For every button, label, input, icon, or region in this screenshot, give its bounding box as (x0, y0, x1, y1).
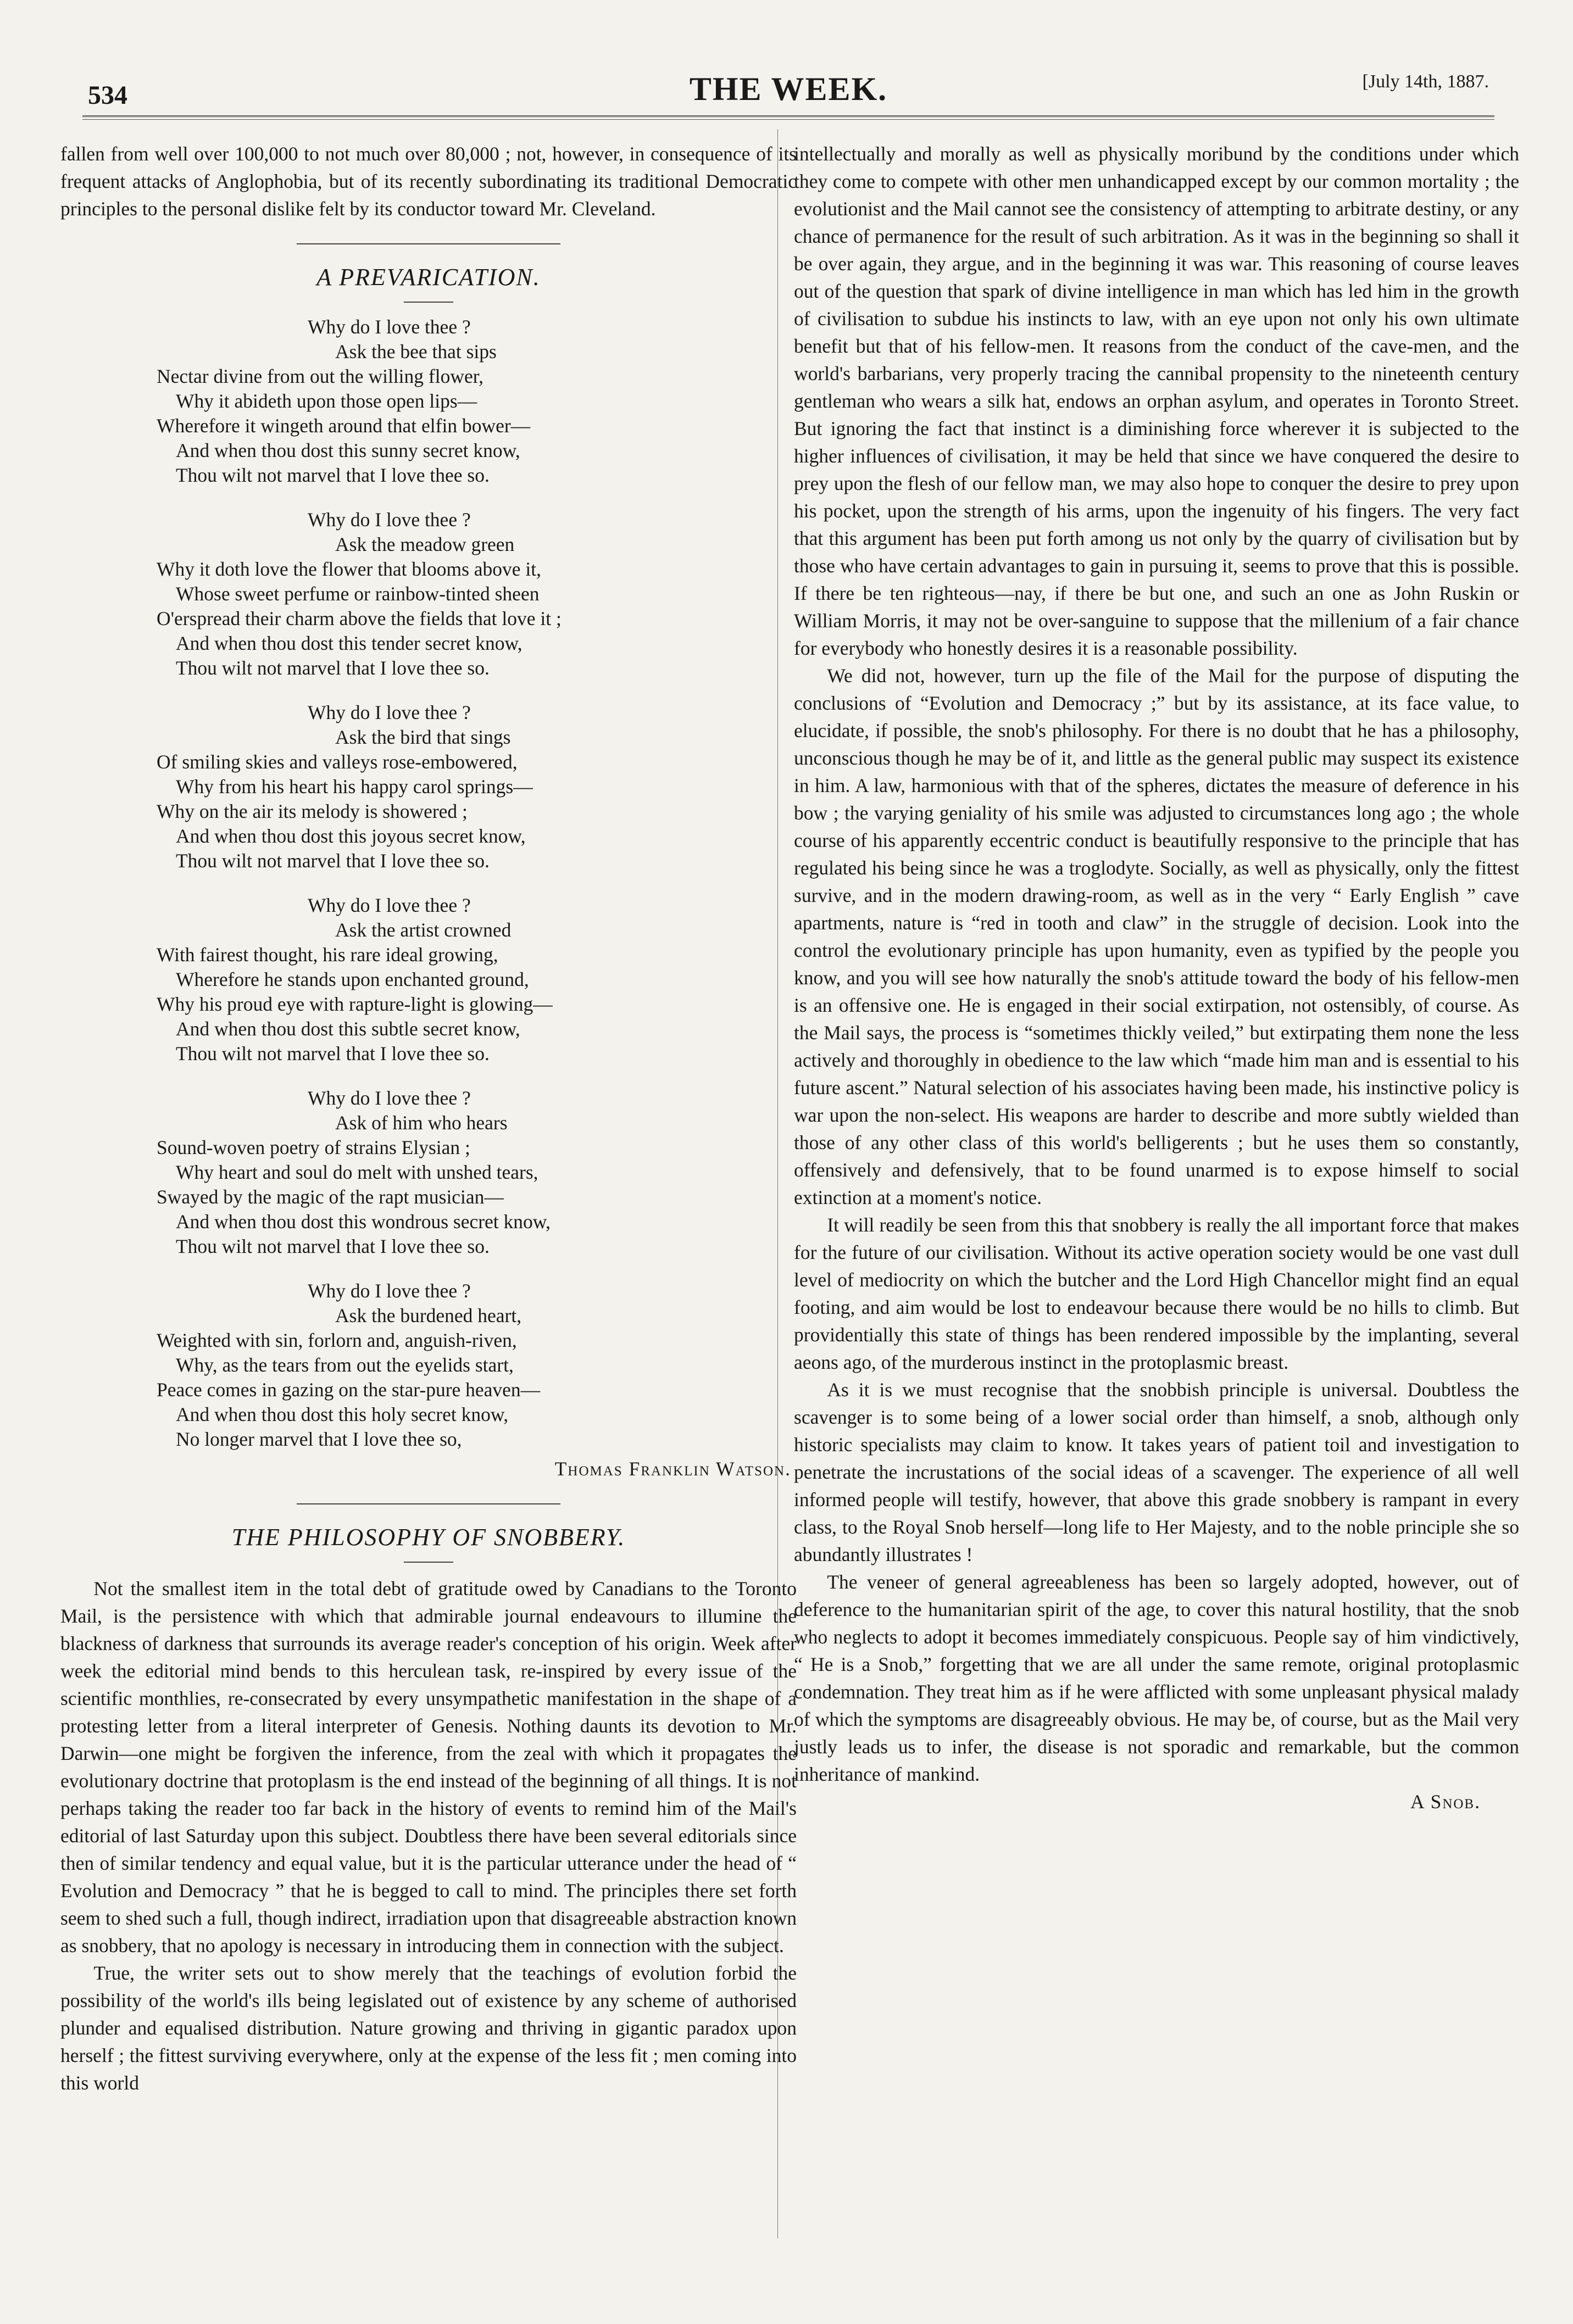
poem-line: O'erspread their charm above the fields that love it ; (157, 608, 562, 629)
poem-line: Why do I love thee ? (308, 509, 471, 531)
poem-line: Thou wilt not marvel that I love thee so. (176, 464, 490, 486)
poem-line: Why do I love thee ? (308, 1087, 471, 1109)
title-underline (404, 302, 453, 303)
poem-stanza (60, 893, 797, 1066)
poem-line: Why from his heart his happy carol springs— (176, 776, 533, 798)
section-divider (297, 243, 560, 244)
poem-line: Swayed by the magic of the rapt musician— (157, 1186, 504, 1208)
essay-paragraph: intellectually and morally as well as physically moribund by the conditions under which they come to compete with other men unhandicapped except by our common mortality ; the evolutionist and the Mail cannot see the consistency of attempting to arbitrate destiny, or any chance of permanence for the result of such arbitration. As it was in the beginning so shall it be over again, they argue, and in the beginning it was war. This reasoning of course leaves out of the question that spark of divine intelligence in man which has led him in the growth of civilisation to subdue his instincts to law, with an eye upon not only his own ultimate benefit but that of his fellow-men. It reasons from the conduct of the cave-men, and the world's barbarians, very properly tracing the cannibal propensity to the nineteenth century gentleman who wears a silk hat, endows an orphan asylum, and operates in Toronto Street. But ignoring the fact that instinct is a diminishing force wherever it is subjected to the higher influences of civilisation, it may be held that since we have conquered the desire to prey upon the flesh of our fellow man, we may also hope to conquer the desire to prey upon his pocket, upon the strength of his arms, upon the ingenuity of his fingers. The very fact that this argument has been put forth among us not only by the quarry of civilisation but by those who have certain advantages to gain in pursuing it, seems to prove that this is possible. If there be ten righteous—nay, if there be but one, and such an one as John Ruskin or William Morris, it may not be over-sanguine to suppose that the millenium of a fair chance for everybody who honestly desires it is a reasonable possibility. (794, 143, 1519, 659)
poem-stanza (60, 315, 797, 488)
left-column (60, 140, 797, 2097)
poem-line: Wherefore it wingeth around that elfin bower— (157, 415, 531, 437)
poem-line: And when thou dost this sunny secret know, (176, 439, 520, 461)
poem-line: And when thou dost this tender secret know, (176, 632, 523, 654)
poem-line: Why do I love thee ? (308, 316, 471, 338)
poem-line: And when thou dost this wondrous secret know, (176, 1211, 551, 1233)
poem-line: Ask the artist crowned (335, 919, 512, 941)
poem-title: A PREVARICATION. (316, 264, 541, 291)
poem-line: Ask the bee that sips (335, 341, 497, 363)
poem-line: Why his proud eye with rapture-light is glowing— (157, 993, 553, 1015)
poem-author: Thomas Franklin Watson. (554, 1458, 791, 1480)
poem-line: Why it abideth upon those open lips— (176, 390, 477, 412)
intro-paragraph: fallen from well over 100,000 to not much over 80,000 ; not, however, in consequence of its frequent attacks of Anglophobia, but of its recently subordinating its traditional Democratic principles to the personal dislike felt by its conductor toward Mr. Cleveland. (60, 143, 797, 220)
masthead-title: THE WEEK. (689, 71, 888, 107)
poem-line: Peace comes in gazing on the star-pure heaven— (157, 1379, 541, 1401)
poem-line: Thou wilt not marvel that I love thee so. (176, 1235, 490, 1257)
poem-body (60, 315, 797, 1452)
section-divider (297, 1503, 560, 1504)
poem-line: Whose sweet perfume or rainbow-tinted sheen (176, 583, 540, 605)
poem-line: Weighted with sin, forlorn and, anguish-riven, (157, 1329, 517, 1351)
page-header (82, 65, 1494, 109)
poem-line: Why do I love thee ? (308, 1280, 471, 1302)
poem-line: Ask of him who hears (335, 1112, 508, 1134)
poem-line: Why it doth love the flower that blooms above it, (157, 558, 541, 580)
poem-stanza (60, 1279, 797, 1452)
poem-stanza (60, 508, 797, 681)
poem-line: Why on the air its melody is showered ; (157, 800, 468, 822)
poem-line: Why heart and soul do melt with unshed tears, (176, 1161, 538, 1183)
poem-line: Nectar divine from out the willing flower, (157, 365, 484, 387)
poem-line: Ask the meadow green (335, 533, 515, 555)
essay-paragraph: The veneer of general agreeableness has been so largely adopted, however, out of deference to the humanitarian spirit of the age, to cover this natural hostility, that the snob who neglects to adopt it becomes immediately conspicuous. People say of him vindictively, “ He is a Snob,” forgetting that we are all under the same remote, original protoplasmic condemnation. They treat him as if he were afflicted with some unpleasant physical malady of which the symptoms are disagreeably obvious. He may be, of course, but as the Mail very justly leads us to infer, the disease is not sporadic and remarkable, but the common inheritance of mankind. (794, 1571, 1519, 1785)
poem-line: With fairest thought, his rare ideal growing, (157, 944, 498, 966)
poem-line: Thou wilt not marvel that I love thee so. (176, 850, 490, 872)
poem-line: Ask the burdened heart, (335, 1305, 522, 1327)
right-column (794, 140, 1519, 1815)
essay-paragraph: Not the smallest item in the total debt of gratitude owed by Canadians to the Toronto Mail, is the persistence with which that admirable journal endeavours to illumine the blackness of darkness that surrounds its average reader's conception of his origin. Week after week the editorial mind bends to this herculean task, re-inspired by every issue of the scientific monthlies, re-consecrated by every unsympathetic manifestation in the shape of a protesting letter from a literal interpreter of Genesis. Nothing daunts its devotion to Mr. Darwin—one might be forgiven the inference, from the zeal with which it propagates the evolutionary doctrine that protoplasm is the end instead of the beginning of all things. It is not perhaps taking the reader too far back in the history of events to remind him of the Mail's editorial of last Saturday upon this subject. Doubtless there have been several editorials since then of similar tendency and equal value, but it is the particular utterance under the head of “ Evolution and Democracy ” that he is begged to call to mind. The principles there set forth seem to shed such a full, though indirect, irradiation upon that disagreeable abstraction known as snobbery, that no apology is necessary in introducing them in connection with the subject. (60, 1578, 797, 1957)
title-underline (404, 1562, 453, 1563)
essay-paragraph: As it is we must recognise that the snobbish principle is universal. Doubtless the scavenger is to some being of a lower social order than himself, a snob, although only historic specialists may claim to know. It takes years of patient toil and investigation to penetrate the incrustations of the social ideas of a scavenger. The experience of all well informed people will testify, however, that above this grade snobbery is rampant in every class, to the Royal Snob herself—long life to Her Majesty, and to the noble principle she so abundantly illustrates ! (794, 1379, 1519, 1565)
poem-stanza (60, 1086, 797, 1259)
poem-line: Why do I love thee ? (308, 894, 471, 916)
page-number: 534 (88, 81, 127, 110)
poem-line: And when thou dost this subtle secret know, (176, 1018, 520, 1040)
poem-line: Wherefore he stands upon enchanted ground, (176, 968, 529, 990)
essay-signature: A Snob. (1410, 1791, 1481, 1813)
essay-title: THE PHILOSOPHY OF SNOBBERY. (231, 1524, 626, 1551)
poem-line: Why do I love thee ? (308, 701, 471, 723)
poem-line: And when thou dost this joyous secret know, (176, 825, 526, 847)
header-rule (82, 115, 1494, 120)
poem-stanza (60, 700, 797, 873)
poem-line: Thou wilt not marvel that I love thee so. (176, 1043, 490, 1065)
poem-line: Sound-woven poetry of strains Elysian ; (157, 1136, 470, 1158)
essay-paragraph: We did not, however, turn up the file of the Mail for the purpose of disputing the conclusions of “Evolution and Democracy ;” but by its assistance, at its face value, to elucidate, if possible, the snob's philosophy. For there is no doubt that he has a philosophy, unconscious though he may be of it, and little as the general public may suspect its existence in him. A law, harmonious with that of the spheres, dictates the measure of deference in his bow ; the varying geniality of his smile was adjusted to circumstances long ago ; the whole course of his apparently eccentric conduct is beautifully responsive to the principle that has regulated his being since he was a troglodyte. Socially, as well as physically, only the fittest survive, and in the modern drawing-room, as well as in the very “ Early English ” cave apartments, nature is “red in tooth and claw” in the struggle of decision. Look into the control the evolutionary principle has upon humanity, even as typified by the people you know, and you will see how naturally the snob's attitude toward the body of his fellow-men is an offensive one. He is engaged in their social extirpation, not ostensibly, of course. As the Mail says, the process is “sometimes thickly veiled,” but extirpating them none the less actively and thoroughly in obedience to the law which “made him man and is essential to his future ascent.” Natural selection of his associates having been made, his instinctive policy is war upon the non-select. His weapons are harder to describe and more subtly wielded than those of any other class of this world's belligerents ; but he uses them so constantly, offensively and defensively, that to be found unarmed is to expose himself to social extinction at a moment's notice. (794, 665, 1519, 1208)
poem-line: Thou wilt not marvel that I love thee so. (176, 657, 490, 679)
essay-paragraph: True, the writer sets out to show merely that the teachings of evolution forbid the possibility of the world's ills being legislated out of existence by any scheme of authorised plunder and equalised distribution. Nature growing and thriving in gigantic paradox upon herself ; the fittest surviving everywhere, only at the expense of the less fit ; men coming into this world (60, 1962, 797, 2094)
poem-line: Of smiling skies and valleys rose-embowered, (157, 751, 518, 773)
poem-line: Ask the bird that sings (335, 726, 511, 748)
poem-line: Why, as the tears from out the eyelids start, (176, 1354, 514, 1376)
issue-date: [July 14th, 1887. (1362, 71, 1489, 92)
essay-paragraph: It will readily be seen from this that snobbery is really the all important force that makes for the future of our civilisation. Without its active operation society would be one vast dull level of mediocrity on which the butcher and the Lord High Chancellor might find an equal footing, and aim would be lost to endeavour because there would be no hills to climb. But providentially this state of things has been rendered impossible by the implanting, several aeons ago, of the murderous instinct in the protoplasmic breast. (794, 1214, 1519, 1373)
poem-line: And when thou dost this holy secret know, (176, 1403, 509, 1425)
poem-line: No longer marvel that I love thee so, (176, 1428, 462, 1450)
